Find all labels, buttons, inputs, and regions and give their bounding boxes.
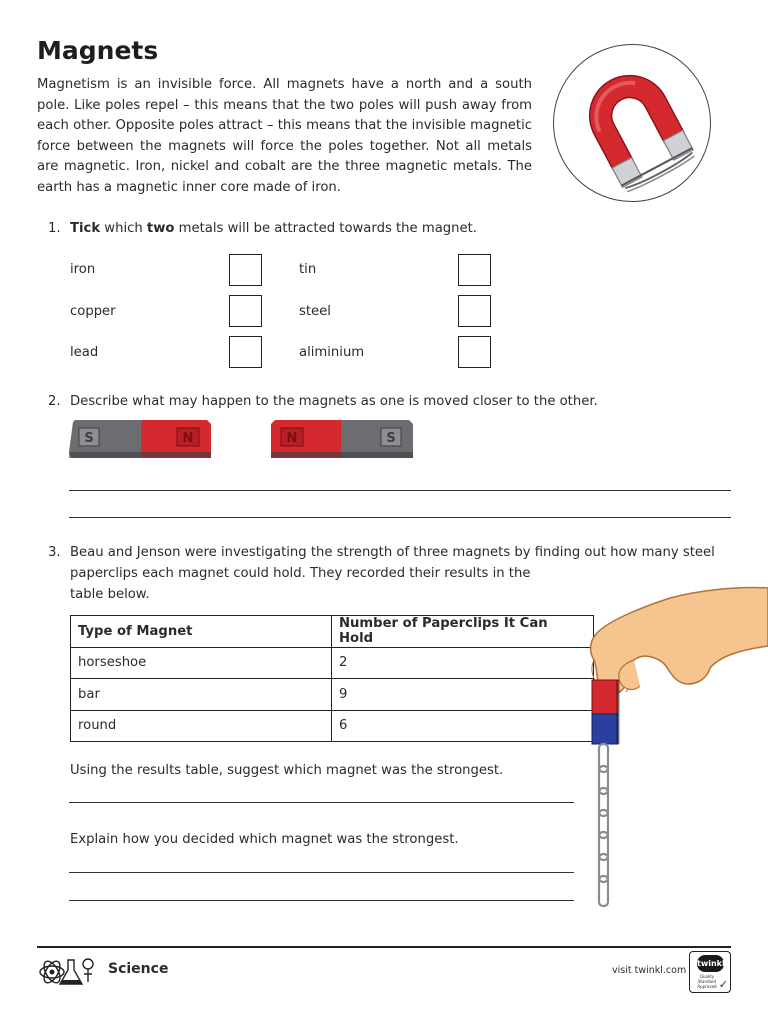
subject-label: Science xyxy=(108,961,169,977)
intro-line: other. Opposite poles attract – this means that the invisible magnetic xyxy=(73,118,532,134)
text-part: which xyxy=(100,221,147,236)
answer-line[interactable] xyxy=(69,490,731,491)
question-2 xyxy=(48,392,738,414)
intro-line: force between the magnets will force the poles together. Not all metals xyxy=(37,138,532,154)
visit-link[interactable]: visit twinkl.com xyxy=(612,965,687,976)
results-table xyxy=(70,615,594,742)
question-number: 3. xyxy=(48,545,61,560)
option-label-iron: iron xyxy=(70,262,96,277)
answer-line[interactable] xyxy=(69,872,574,873)
tick-box-iron[interactable] xyxy=(229,254,262,286)
pole-label-n: N xyxy=(182,431,194,446)
table-cell: 2 xyxy=(332,647,594,679)
column-header: Number of Paperclips It Can Hold xyxy=(332,616,594,648)
bar-magnet-left xyxy=(69,420,211,458)
table-cell: 6 xyxy=(332,710,594,742)
tick-box-aliminium[interactable] xyxy=(458,336,491,368)
answer-line[interactable] xyxy=(69,900,574,901)
table-row xyxy=(71,647,594,679)
table-row xyxy=(71,679,594,711)
intro-line: The earth has a magnetic inner core made of iron. xyxy=(37,159,532,195)
question-text xyxy=(70,219,477,240)
question-number: 2. xyxy=(48,394,61,409)
table-cell: horseshoe xyxy=(71,647,332,679)
option-label-steel: steel xyxy=(299,304,331,319)
tick-box-tin[interactable] xyxy=(458,254,491,286)
prompt-explain: Explain how you decided which magnet was the strongest. xyxy=(70,832,459,847)
tick-box-steel[interactable] xyxy=(458,295,491,327)
question-line: table below. xyxy=(70,586,150,602)
answer-line[interactable] xyxy=(69,517,731,518)
pole-label-s: S xyxy=(84,431,94,446)
tick-box-lead[interactable] xyxy=(229,336,262,368)
option-label-tin: tin xyxy=(299,262,317,277)
badge-text: Quality Standard Approved xyxy=(697,974,717,989)
table-cell: 9 xyxy=(332,679,594,711)
horseshoe-magnet-icon xyxy=(554,45,711,202)
question-number: 1. xyxy=(48,221,61,236)
pole-label-s: S xyxy=(386,431,396,446)
option-label-copper: copper xyxy=(70,304,116,319)
bold-two: two xyxy=(146,221,175,236)
footer-divider xyxy=(37,946,731,948)
pole-label-n: N xyxy=(286,431,298,446)
prompt-strongest: Using the results table, suggest which magnet was the strongest. xyxy=(70,763,504,778)
table-cell: bar xyxy=(71,679,332,711)
page-title: Magnets xyxy=(37,36,159,65)
option-label-lead: lead xyxy=(70,345,99,360)
bar-magnets-illustration xyxy=(69,418,414,464)
table-cell: round xyxy=(71,710,332,742)
text-part: metals will be attracted towards the magnet. xyxy=(174,221,477,236)
science-logo-icon xyxy=(36,952,98,990)
bar-magnet-right xyxy=(271,420,413,458)
option-label-aliminium: aliminium xyxy=(299,345,365,360)
table-row xyxy=(71,710,594,742)
hand-magnet-paperclips-illustration xyxy=(580,580,768,920)
intro-line: Like poles repel – this means that the two poles will push away from each xyxy=(37,97,532,134)
intro-paragraph xyxy=(37,75,532,199)
question-text: Describe what may happen to the magnets as one is moved closer to the other. xyxy=(70,394,598,409)
question-line: Beau and Jenson were investigating the strength of three magnets by finding out how many steel xyxy=(70,545,715,560)
twinkl-logo-icon: twinkl xyxy=(697,955,724,972)
column-header: Type of Magnet xyxy=(71,616,332,648)
question-line: paperclips each magnet could hold. They recorded their results in the xyxy=(70,565,531,581)
answer-line[interactable] xyxy=(69,802,574,803)
bold-tick: Tick xyxy=(70,221,101,236)
tick-box-copper[interactable] xyxy=(229,295,262,327)
check-icon: ✓ xyxy=(718,978,728,991)
table-header-row xyxy=(71,616,594,648)
horseshoe-magnet-illustration xyxy=(553,44,711,202)
intro-line: are magnetic. Iron, nickel and cobalt are the three magnetic metals. xyxy=(37,159,508,175)
question-1 xyxy=(48,219,738,241)
quality-badge xyxy=(689,951,731,993)
intro-line: Magnetism is an invisible force. All magnets have a north and a south pole. xyxy=(37,77,532,113)
